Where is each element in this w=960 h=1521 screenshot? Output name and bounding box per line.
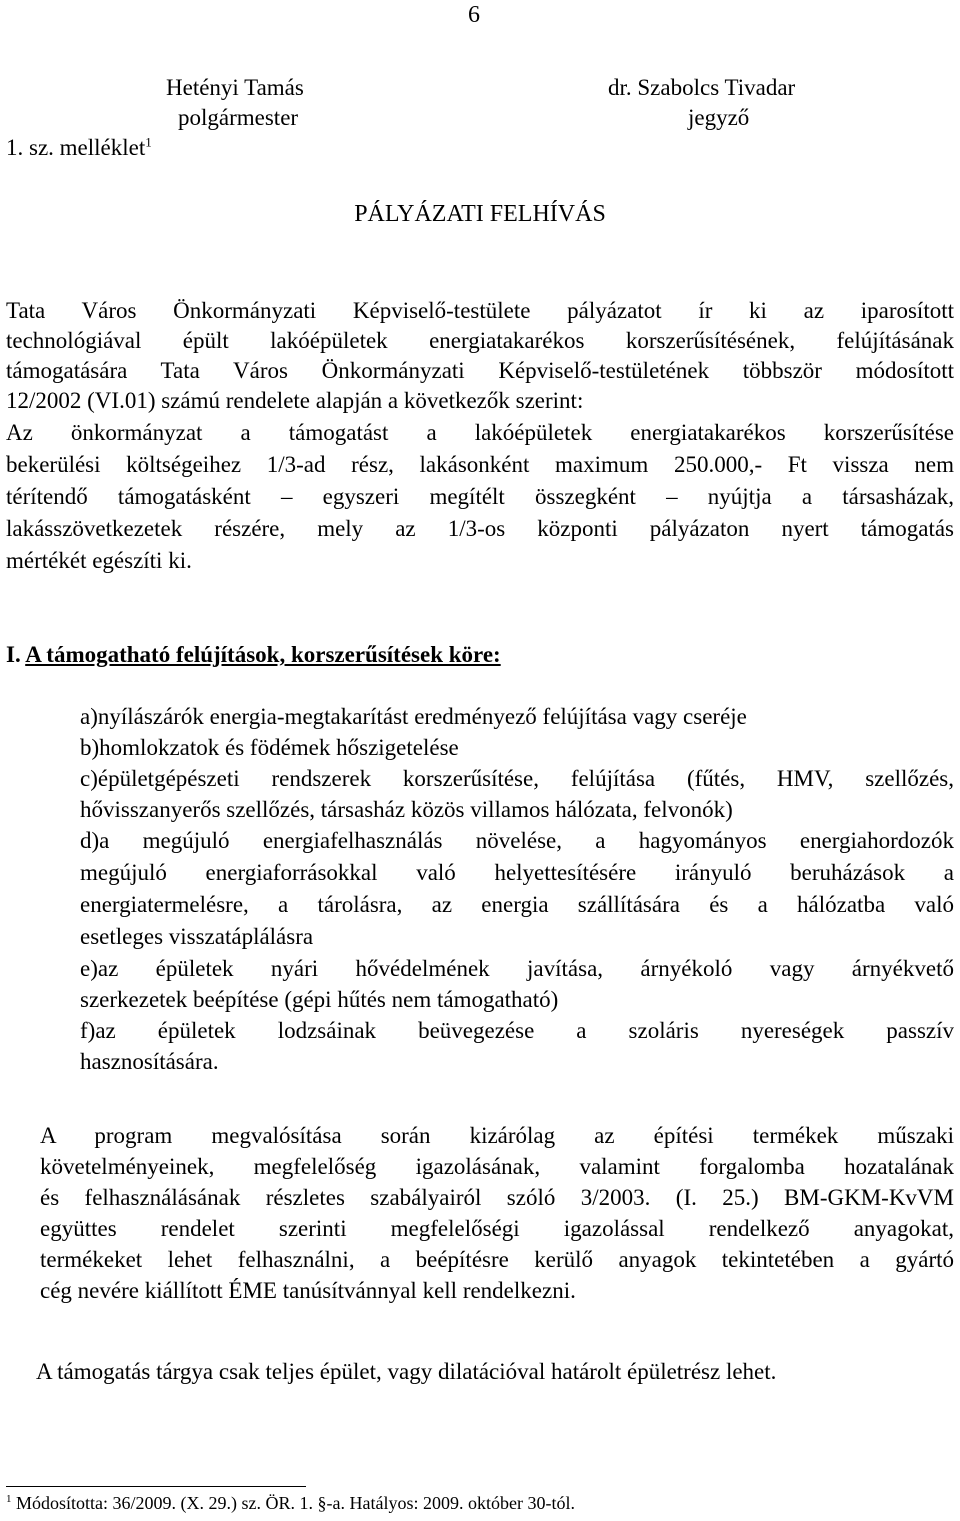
- intro-line: térítendő támogatásként – egyszeri megítélt összegként – nyújtja a társasházak,: [6, 484, 954, 509]
- program-line: követelményeinek, megfelelőség igazolásának, valamint forgalomba hozatalának: [40, 1154, 954, 1179]
- document-title: PÁLYÁZATI FELHÍVÁS: [354, 201, 606, 227]
- footnote-divider: [6, 1486, 306, 1487]
- list-item: c)épületgépészeti rendszerek korszerűsítése, felújítása (fűtés, HMV, szellőzés,: [80, 766, 954, 791]
- page-number: 6: [468, 2, 480, 28]
- list-item: energiatermelésre, a tárolásra, az energia szállítására és a hálózatba való: [80, 892, 954, 917]
- intro-line: Tata Város Önkormányzati Képviselő-testülete pályázatot ír ki az iparosított: [6, 298, 954, 323]
- footnote-mark: 1: [6, 1493, 12, 1505]
- intro-line: Az önkormányzat a támogatást a lakóépületek energiatakarékos korszerűsítése: [6, 420, 954, 445]
- list-item: d)a megújuló energiafelhasználás növelése, a hagyományos energiahordozók: [80, 828, 954, 853]
- intro-line: támogatására Tata Város Önkormányzati Képviselő-testületének többször módosított: [6, 358, 954, 383]
- intro-line: mértékét egészíti ki.: [6, 548, 192, 573]
- mayor-title: polgármester: [178, 105, 299, 130]
- program-line: A program megvalósítása során kizárólag az építési termékek műszaki: [40, 1123, 954, 1148]
- section-heading: [6, 640, 501, 670]
- footnote-text: Módosította: 36/2009. (X. 29.) sz. ÖR. 1. §-a. Hatályos: 2009. október 30-tól.: [11, 1493, 575, 1513]
- list-item: a)nyílászárók energia-megtakarítást eredményező felújítása vagy cseréje: [80, 704, 747, 729]
- program-line: cég nevére kiállított ÉME tanúsítvánnyal kell rendelkezni.: [40, 1278, 576, 1303]
- intro-line: lakásszövetkezetek részére, mely az 1/3-os központi pályázaton nyert támogatás: [6, 516, 954, 541]
- section-heading-text: A támogatható felújítások, korszerűsítések köre:: [25, 642, 501, 667]
- intro-line: technológiával épült lakóépületek energiatakarékos korszerűsítésének, felújításának: [6, 328, 954, 353]
- mayor-name: Hetényi Tamás: [166, 75, 304, 100]
- notary-title: jegyző: [688, 105, 750, 130]
- annex-label-text: 1. sz. melléklet: [6, 135, 146, 160]
- list-item: szerkezetek beépítése (gépi hűtés nem támogatható): [80, 987, 559, 1012]
- section-number: I.: [6, 642, 21, 667]
- program-line: együttes rendelet szerinti megfelelőségi igazolással rendelkező anyagokat,: [40, 1216, 954, 1241]
- footnote: [6, 1491, 575, 1515]
- intro-line: bekerülési költségeihez 1/3-ad rész, lakásonként maximum 250.000,- Ft vissza nem: [6, 452, 954, 477]
- annex-footnote-mark: 1: [145, 134, 152, 150]
- intro-line: 12/2002 (VI.01) számú rendelete alapján a következők szerint:: [6, 388, 584, 413]
- annex-label: [6, 133, 152, 163]
- list-item: b)homlokzatok és födémek hőszigetelése: [80, 735, 459, 760]
- closing-sentence: A támogatás tárgya csak teljes épület, vagy dilatációval határolt épületrész lehet.: [36, 1359, 777, 1384]
- list-item: hővisszanyerős szellőzés, társasház közös villamos hálózata, felvonók): [80, 797, 733, 822]
- list-item: f)az épületek lodzsáinak beüvegezése a szoláris nyereségek passzív: [80, 1018, 954, 1043]
- program-line: és felhasználásának részletes szabályairól szóló 3/2003. (I. 25.) BM-GKM-KvVM: [40, 1185, 954, 1210]
- list-item: hasznosítására.: [80, 1049, 219, 1074]
- list-item: esetleges visszatáplálásra: [80, 924, 314, 949]
- list-item: e)az épületek nyári hővédelmének javítása, árnyékoló vagy árnyékvető: [80, 956, 954, 981]
- notary-name: dr. Szabolcs Tivadar: [608, 75, 796, 100]
- list-item: megújuló energiaforrásokkal való helyettesítésére irányuló beruházások a: [80, 860, 954, 885]
- program-line: termékeket lehet felhasználni, a beépítésre kerülő anyagok tekintetében a gyártó: [40, 1247, 954, 1272]
